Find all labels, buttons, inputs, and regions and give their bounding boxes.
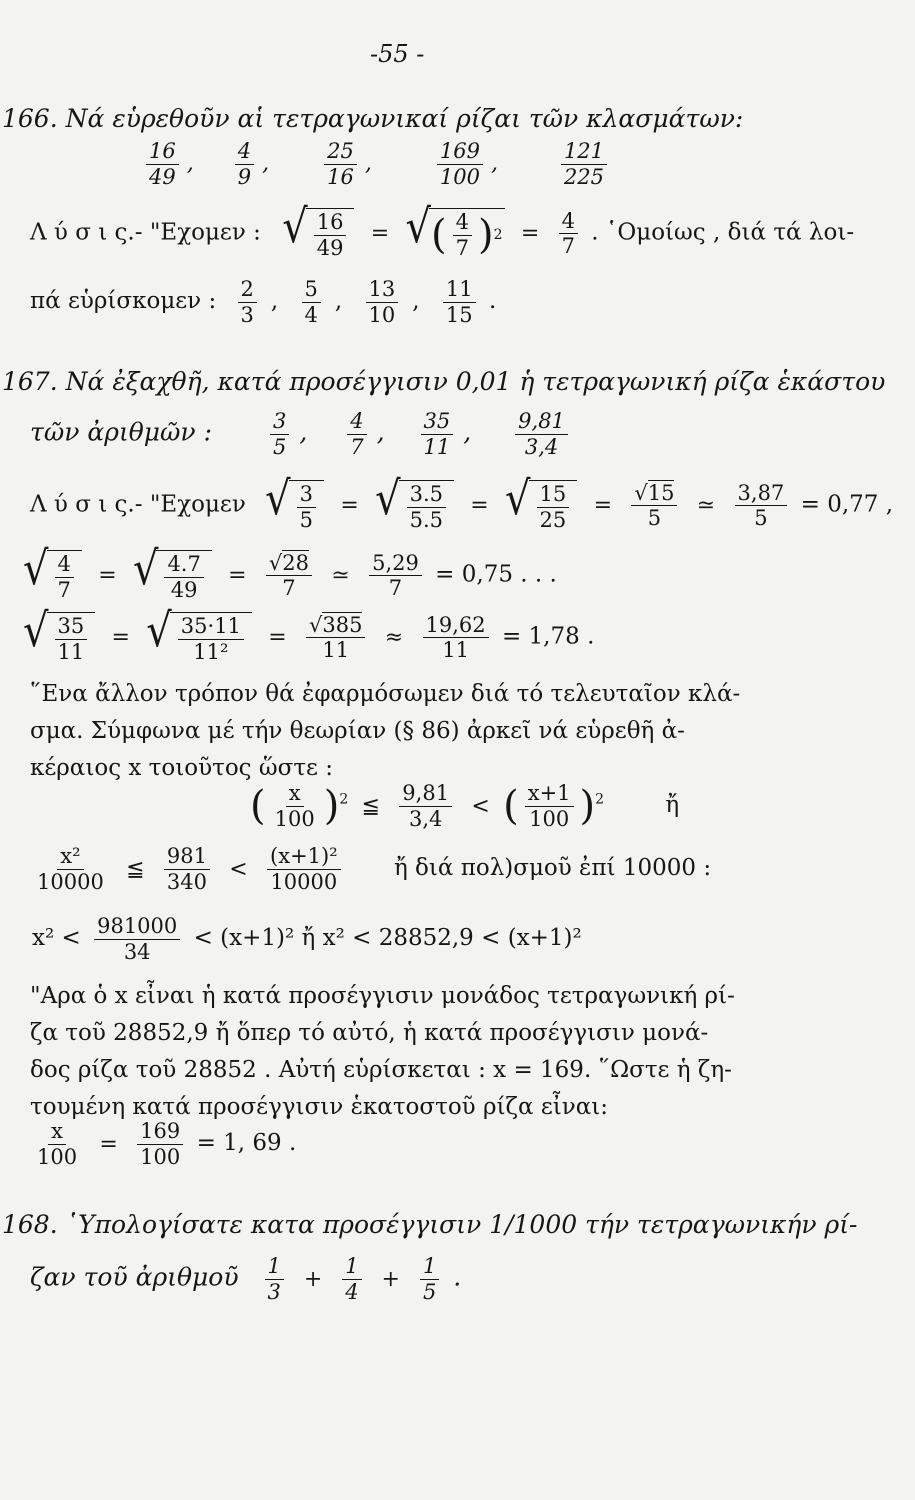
inequality-2: $\frac{\text{x²}}{10000}$ ≦ $\frac{981}{340}$ < $\frac{\text{(x+1)²}}{10000}$ ἤ διά πολ)σμοῦ ἐπί 10000 :	[37, 844, 712, 894]
problem-number: 166.	[2, 104, 58, 133]
problem-166-statement: 166. Νά εὑρεθοῦν αἱ τετραγωνικαί ρίζαι τῶν κλασμάτων:	[2, 104, 744, 133]
inequality-3: x² < $\frac{981000}{34}$ < (x+1)² ἤ x² < 28852,9 < (x+1)²	[32, 914, 582, 964]
problem-168-expression: ζαν τοῦ ἀριθμοῦ $\frac{1}{3}$ + $\frac{1}{4}$ + $\frac{1}{5}$ .	[30, 1254, 462, 1304]
problem-167-numbers: τῶν ἀριθμῶν : $\frac{3}{5}$ , $\frac{4}{7}$ , $\frac{35}{11}$ , $\frac{9,81}{3,4}$	[30, 410, 574, 458]
problem-167-row-2: √ $\frac{4}{7}$ = √ $\frac{4.7}{49}$ = $\frac{√28}{7}$ ≃ $\frac{5,29}{7}$ = 0,75 . . .	[23, 542, 557, 602]
problem-167-paragraph-1: ῞Ενα ἄλλον τρόπον θά ἐφαρμόσωμεν διά τό τελευταῖον κλά- σμα. Σύμφωνα μέ τήν θεωρίαν (§ 86) ἀρκεῖ νά εὑρεθῆ ἀ- κέραιος x τοιοῦτος ὥστε :	[30, 681, 741, 781]
problem-167-statement: 167. Νά ἐξαχθῆ, κατά προσέγγισιν 0,01 ἡ τετραγωνική ρίζα ἑκάστου	[2, 367, 886, 396]
problem-166-solution: Λ ύ σ ι ς.- "Εχομεν : √ $\frac{16}{49}$ = √ ( $\frac{4}{7}$ ) 2 = $\frac{4}{7}$ . ῾Ομοίως , διά τά λοι-	[30, 200, 855, 260]
page-number: -55 -	[370, 40, 425, 68]
problem-168-statement: 168. ῾Υπολογίσατε κατα προσέγγισιν 1/1000 τήν τετραγωνικήν ρί-	[2, 1210, 858, 1239]
problem-167-row-1: Λ ύ σ ι ς.- "Εχομεν √ $\frac{3}{5}$ = √ $\frac{3.5}{5.5}$ = √ $\frac{15}{25}$ = $\frac{√15}{5}$ ≃ $\frac{3,87}{5}$ = 0,77 ,	[30, 472, 894, 532]
problem-166-fractions: $\frac{16}{49}$ , $\frac{4}{9}$ , $\frac{25}{16}$ , $\frac{169}{100}$ , $\frac{121}{225}$	[140, 140, 613, 188]
inequality-1: ( $\frac{x}{100}$ )$^2$ ≦ $\frac{9,81}{3,4}$ < ( $\frac{x+1}{100}$ )$^2$ ἤ	[250, 781, 680, 831]
problem-167-row-3: √ $\frac{35}{11}$ = √ $\frac{35\cdot 11}{\text{11²}}$ = $\frac{√385}{11}$ ≈ $\frac{19,62}{11}$ = 1,78 .	[23, 604, 595, 664]
problem-166-results: πά εὑρίσκομεν : $\frac{2}{3}$ , $\frac{5}{4}$ , $\frac{13}{10}$ , $\frac{11}{15}$ .	[30, 277, 497, 327]
final-result: $\frac{x}{100}$ = $\frac{169}{100}$ = 1, 69 .	[37, 1119, 297, 1169]
problem-number: 168.	[2, 1210, 58, 1239]
problem-167-paragraph-2: "Αρα ὁ x εἶναι ἡ κατά προσέγγισιν μονάδος τετραγωνική ρί- ζα τοῦ 28852,9 ἤ ὅπερ τό αὐτό, ἡ κατά προσέγγισιν μονά- δος ρίζα τοῦ 28852 . Αὐτή εὑρίσκεται : x = 169. ῞Ωστε ἡ ζη- τουμένη κατά προσέγγισιν ἑκατοστοῦ ρίζα εἶναι:	[30, 983, 735, 1120]
problem-number: 167.	[2, 367, 58, 396]
